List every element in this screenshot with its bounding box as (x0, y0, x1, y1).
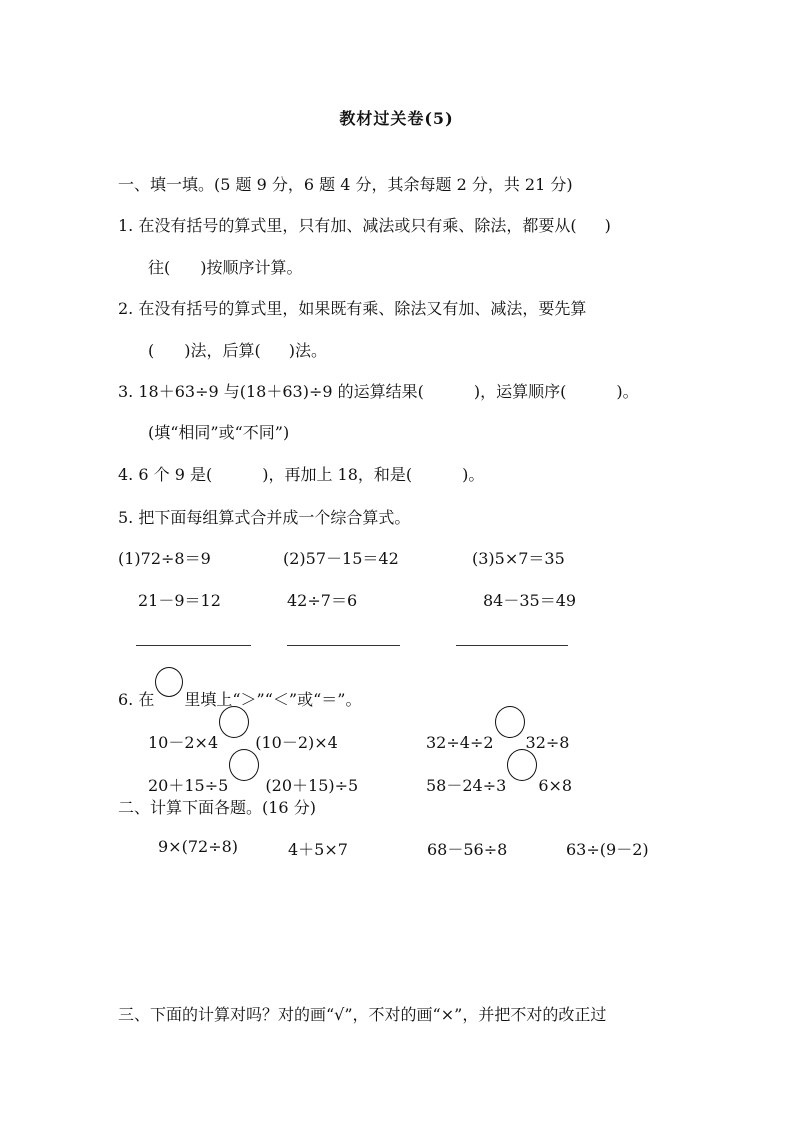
q6-item3 (148, 761, 358, 796)
q6-item2-right: 32÷8 (525, 733, 570, 752)
calc-problem-3: 68－56÷8 (427, 840, 508, 859)
compare-circle[interactable] (507, 749, 537, 781)
q5-group1-second: 21－9＝12 (138, 591, 221, 610)
q2-line2-c: )法。 (288, 341, 327, 360)
q6-item3-left: 20＋15÷5 (148, 776, 229, 795)
calc-problem-4: 63÷(9－2) (566, 840, 649, 859)
q1-text: 1. 在没有括号的算式里，只有加、减法或只有乘、除法，都要从( (118, 216, 577, 235)
q6-item2 (426, 718, 569, 752)
q6-item4 (426, 761, 572, 796)
q6-item4-left: 58－24÷3 (426, 776, 507, 795)
page-title: 教材过关卷(5) (339, 109, 454, 128)
q5-group1-first: (1)72÷8＝9 (118, 549, 211, 568)
calc-problem-2: 4＋5×7 (288, 840, 348, 859)
circle-icon (155, 667, 183, 697)
q5-group3-second: 84－35＝49 (483, 591, 577, 610)
q2-line2 (148, 338, 327, 361)
q1-line2-a: 往( (148, 258, 171, 277)
q4-line (118, 462, 484, 485)
q6-item4-right: 6×8 (538, 776, 573, 795)
q1-line2-b: )按顺序计算。 (200, 258, 303, 277)
q6-item1-right: (10－2)×4 (255, 733, 338, 752)
q2-line2-a: ( (148, 341, 155, 360)
q3-text-c: )。 (616, 382, 639, 401)
q1-line1 (118, 213, 611, 236)
q2-line2-b: )法，后算( (184, 341, 261, 360)
q6-prompt (118, 677, 361, 710)
answer-line[interactable] (456, 645, 568, 646)
q3-text-a: 3. 18＋63÷9 与(18＋63)÷9 的运算结果( (118, 382, 424, 401)
q3-line1 (118, 379, 639, 402)
compare-circle[interactable] (495, 706, 525, 738)
q6-item1 (148, 718, 338, 753)
calc-problem-1: 9×(72÷8) (158, 837, 239, 856)
q3-text-b: )，运算顺序( (473, 382, 567, 401)
answer-line[interactable] (287, 645, 400, 646)
q6-prompt-a: 6. 在 (118, 690, 155, 709)
q4-text-c: )。 (462, 465, 485, 484)
q4-text-a: 4. 6 个 9 是( (118, 465, 213, 484)
compare-circle[interactable] (219, 706, 249, 738)
q2-line1: 2. 在没有括号的算式里，如果既有乘、除法又有加、减法，要先算 (118, 299, 587, 318)
q1-paren-close: ) (604, 216, 611, 235)
q5-prompt: 5. 把下面每组算式合并成一个综合算式。 (118, 508, 411, 527)
section3-heading: 三、下面的计算对吗？对的画“√”，不对的画“×”，并把不对的改正过 (118, 1005, 607, 1024)
answer-line[interactable] (136, 645, 251, 646)
section1-heading: 一、填一填。(5 题 9 分，6 题 4 分，其余每题 2 分，共 21 分) (118, 175, 573, 194)
q5-group3-first: (3)5×7＝35 (472, 549, 565, 568)
q6-item3-right: (20＋15)÷5 (265, 776, 359, 795)
q3-line2: (填“相同”或“不同”) (148, 423, 290, 442)
q5-group2-first: (2)57－15＝42 (283, 549, 399, 568)
q4-text-b: )，再加上 18，和是( (262, 465, 413, 484)
q6-item2-left: 32÷4÷2 (426, 733, 494, 752)
q5-group2-second: 42÷7＝6 (287, 591, 358, 610)
q6-item1-left: 10－2×4 (148, 733, 219, 752)
section2-heading: 二、计算下面各题。(16 分) (118, 798, 316, 817)
q1-line2 (148, 255, 303, 278)
compare-circle[interactable] (229, 749, 259, 781)
q6-prompt-b: 里填上“＞”“＜”或“＝”。 (184, 690, 362, 709)
